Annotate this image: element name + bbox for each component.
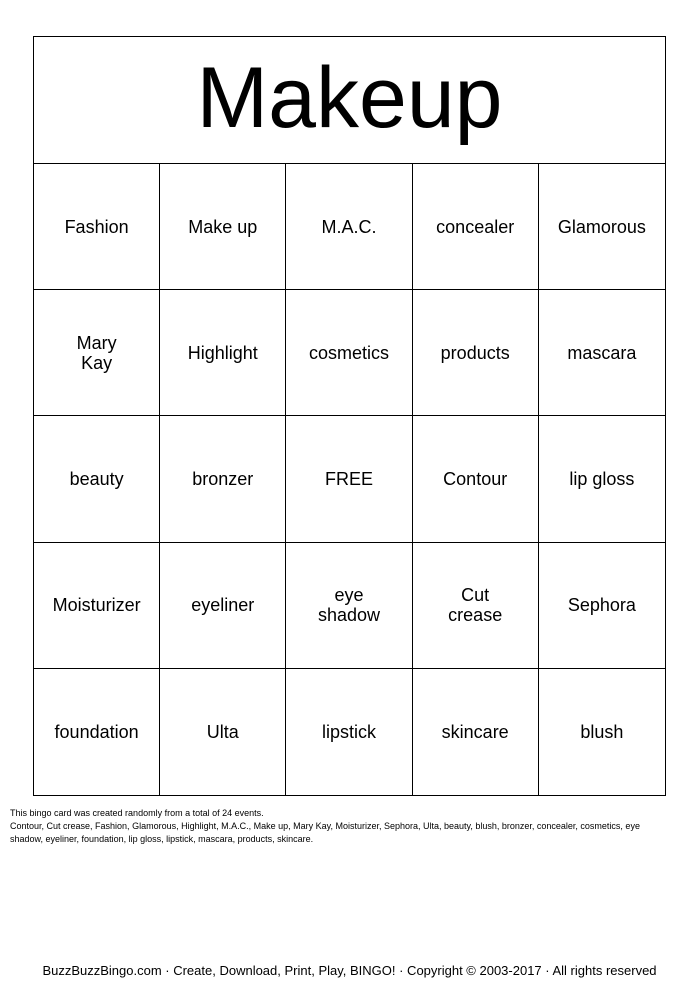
event-note-list: Contour, Cut crease, Fashion, Glamorous, Highlight, M.A.C., Make up, Mary Kay, Moisturizer, Sephora, Ulta, beauty, blush, bronzer, concealer, cosmetics, eye shadow, eyeliner, foundation, lip gloss, lipstick, mascara, products, skincare. — [10, 821, 640, 844]
bingo-cell-1-3: M.A.C. — [286, 164, 412, 290]
bingo-cell-4-3: eye shadow — [286, 543, 412, 669]
bingo-cell-2-2: Highlight — [160, 290, 286, 416]
bingo-cell-5-2: Ulta — [160, 669, 286, 795]
bingo-cell-2-5: mascara — [539, 290, 665, 416]
footer-copyright: BuzzBuzzBingo.com · Create, Download, Print, Play, BINGO! · Copyright © 2003-2017 · All rights reserved — [42, 963, 657, 978]
bingo-grid — [34, 164, 665, 795]
bingo-cell-2-4: products — [413, 290, 539, 416]
event-note — [10, 807, 675, 846]
bingo-cell-3-1: beauty — [34, 416, 160, 542]
bingo-cell-5-5: blush — [580, 721, 624, 742]
bingo-cell-5-4: skincare — [413, 669, 539, 795]
bingo-cell-4-5: Sephora — [539, 543, 665, 669]
bingo-cell-4-1: Moisturizer — [34, 543, 160, 669]
bingo-cell-2-1: Mary Kay — [34, 290, 160, 416]
event-note-summary: This bingo card was created randomly from a total of 24 events. — [10, 808, 264, 818]
bingo-cell-free: FREE — [286, 416, 412, 542]
bingo-cell-5-1: foundation — [34, 669, 160, 795]
card-title: Makeup — [34, 37, 665, 164]
bingo-cell-3-4: Contour — [413, 416, 539, 542]
bingo-cell-5-3: lipstick — [286, 669, 412, 795]
bingo-cell-1-5: Glamorous — [539, 164, 665, 290]
bingo-cell-4-4: Cut crease — [413, 543, 539, 669]
bingo-cell-1-1: Fashion — [34, 164, 160, 290]
bingo-cell-1-4: concealer — [413, 164, 539, 290]
bingo-cell-1-2: Make up — [160, 164, 286, 290]
bingo-cell-4-2: eyeliner — [160, 543, 286, 669]
bingo-cell-2-3: cosmetics — [286, 290, 412, 416]
bingo-cell-3-5: lip gloss — [539, 416, 665, 542]
bingo-card — [33, 36, 666, 796]
bingo-cell-3-2: bronzer — [160, 416, 286, 542]
